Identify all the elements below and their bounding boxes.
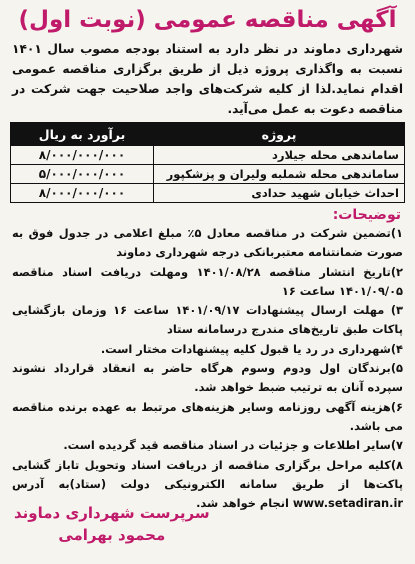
project-name: ساماندهی محله شملبه ولیران و پزشکپور xyxy=(154,165,405,184)
signatory-role: سرپرست شهرداری دماوند xyxy=(14,504,210,522)
note-item: ۱)تضمین شرکت در مناقصه معادل ۵٪ مبلغ اعلامی در جدول فوق به صورت ضمانتنامه معتبربانکی درجه شهرداری دماوند xyxy=(12,226,403,260)
table-row xyxy=(11,165,405,184)
table-row xyxy=(11,184,405,203)
notice-title: آگهی مناقصه عمومی (نوبت اول) xyxy=(18,7,397,33)
note-item: ۵)برندگان اول ودوم وسوم هرگاه حاضر به انعقاد قرارداد نشوند سپرده آنان به ترتیب ضبط خواهد شد. xyxy=(12,361,403,395)
header-amount: برآورد به ریال xyxy=(11,123,154,146)
table-header-row xyxy=(11,123,405,146)
project-amount: ۸/۰۰۰/۰۰۰/۰۰۰ xyxy=(11,146,154,165)
notes-title: توضیحات: xyxy=(332,207,401,223)
note-item: ۴)شهرداری در رد یا قبول کلیه پیشنهادات مختار است. xyxy=(100,341,403,356)
project-name: احداث خیابان شهید حدادی xyxy=(154,184,405,203)
project-amount: ۵/۰۰۰/۰۰۰/۰۰۰ xyxy=(11,165,154,184)
project-name: ساماندهی محله جیلارد xyxy=(154,146,405,165)
intro-text: در نظر دارد به استناد بودجه مصوب سال ۱۴۰۱ نسبت به واگذاری پروژه ذیل از طریق برگزاری مناقصه عمومی اقدام نماید.لذا از کلیه شرکت‌های واجد صلاحیت جهت شرکت در مناقصه دعوت به عمل می‌آید. xyxy=(12,42,403,116)
signature-block xyxy=(14,502,210,546)
note-item: ۳) مهلت ارسال پیشنهادات ۱۴۰۱/۰۹/۱۷ ساعت ۱۶ وزمان بازگشایی پاکات طبق تاریخ‌های مندرج درسامانه ستاد xyxy=(12,303,403,337)
intro-paragraph xyxy=(12,39,403,119)
notes-list xyxy=(12,224,403,513)
note-item: ۸)کلیه مراحل برگزاری مناقصه از دریافت اسناد وتحویل تاباز گشایی پاکت‌ها از طریق سامانه الکترونیکی دولت (ستاد)به آدرس www.setadiran.ir انجام خواهد شد. xyxy=(12,457,403,511)
signatory-name: محمود بهرامی xyxy=(58,526,166,544)
projects-table xyxy=(10,122,405,203)
project-amount: ۸/۰۰۰/۰۰۰/۰۰۰ xyxy=(11,184,154,203)
note-item: ۶)هزینه آگهی روزنامه وسایر هزینه‌های مرتبط به عهده برنده مناقصه می باشد. xyxy=(12,399,403,433)
note-item: ۲)تاریخ انتشار مناقصه ۱۴۰۱/۰۸/۲۸ ومهلت دریافت اسناد مناقصه ۱۴۰۱/۰۹/۰۵ ساعت ۱۶ xyxy=(12,264,403,298)
note-item: ۷)سایر اطلاعات و جزئیات در اسناد مناقصه قید گردیده است. xyxy=(63,438,403,453)
intro-lead: شهرداری دماوند xyxy=(303,42,404,56)
header-project: پروژه xyxy=(154,123,405,146)
table-row xyxy=(11,146,405,165)
